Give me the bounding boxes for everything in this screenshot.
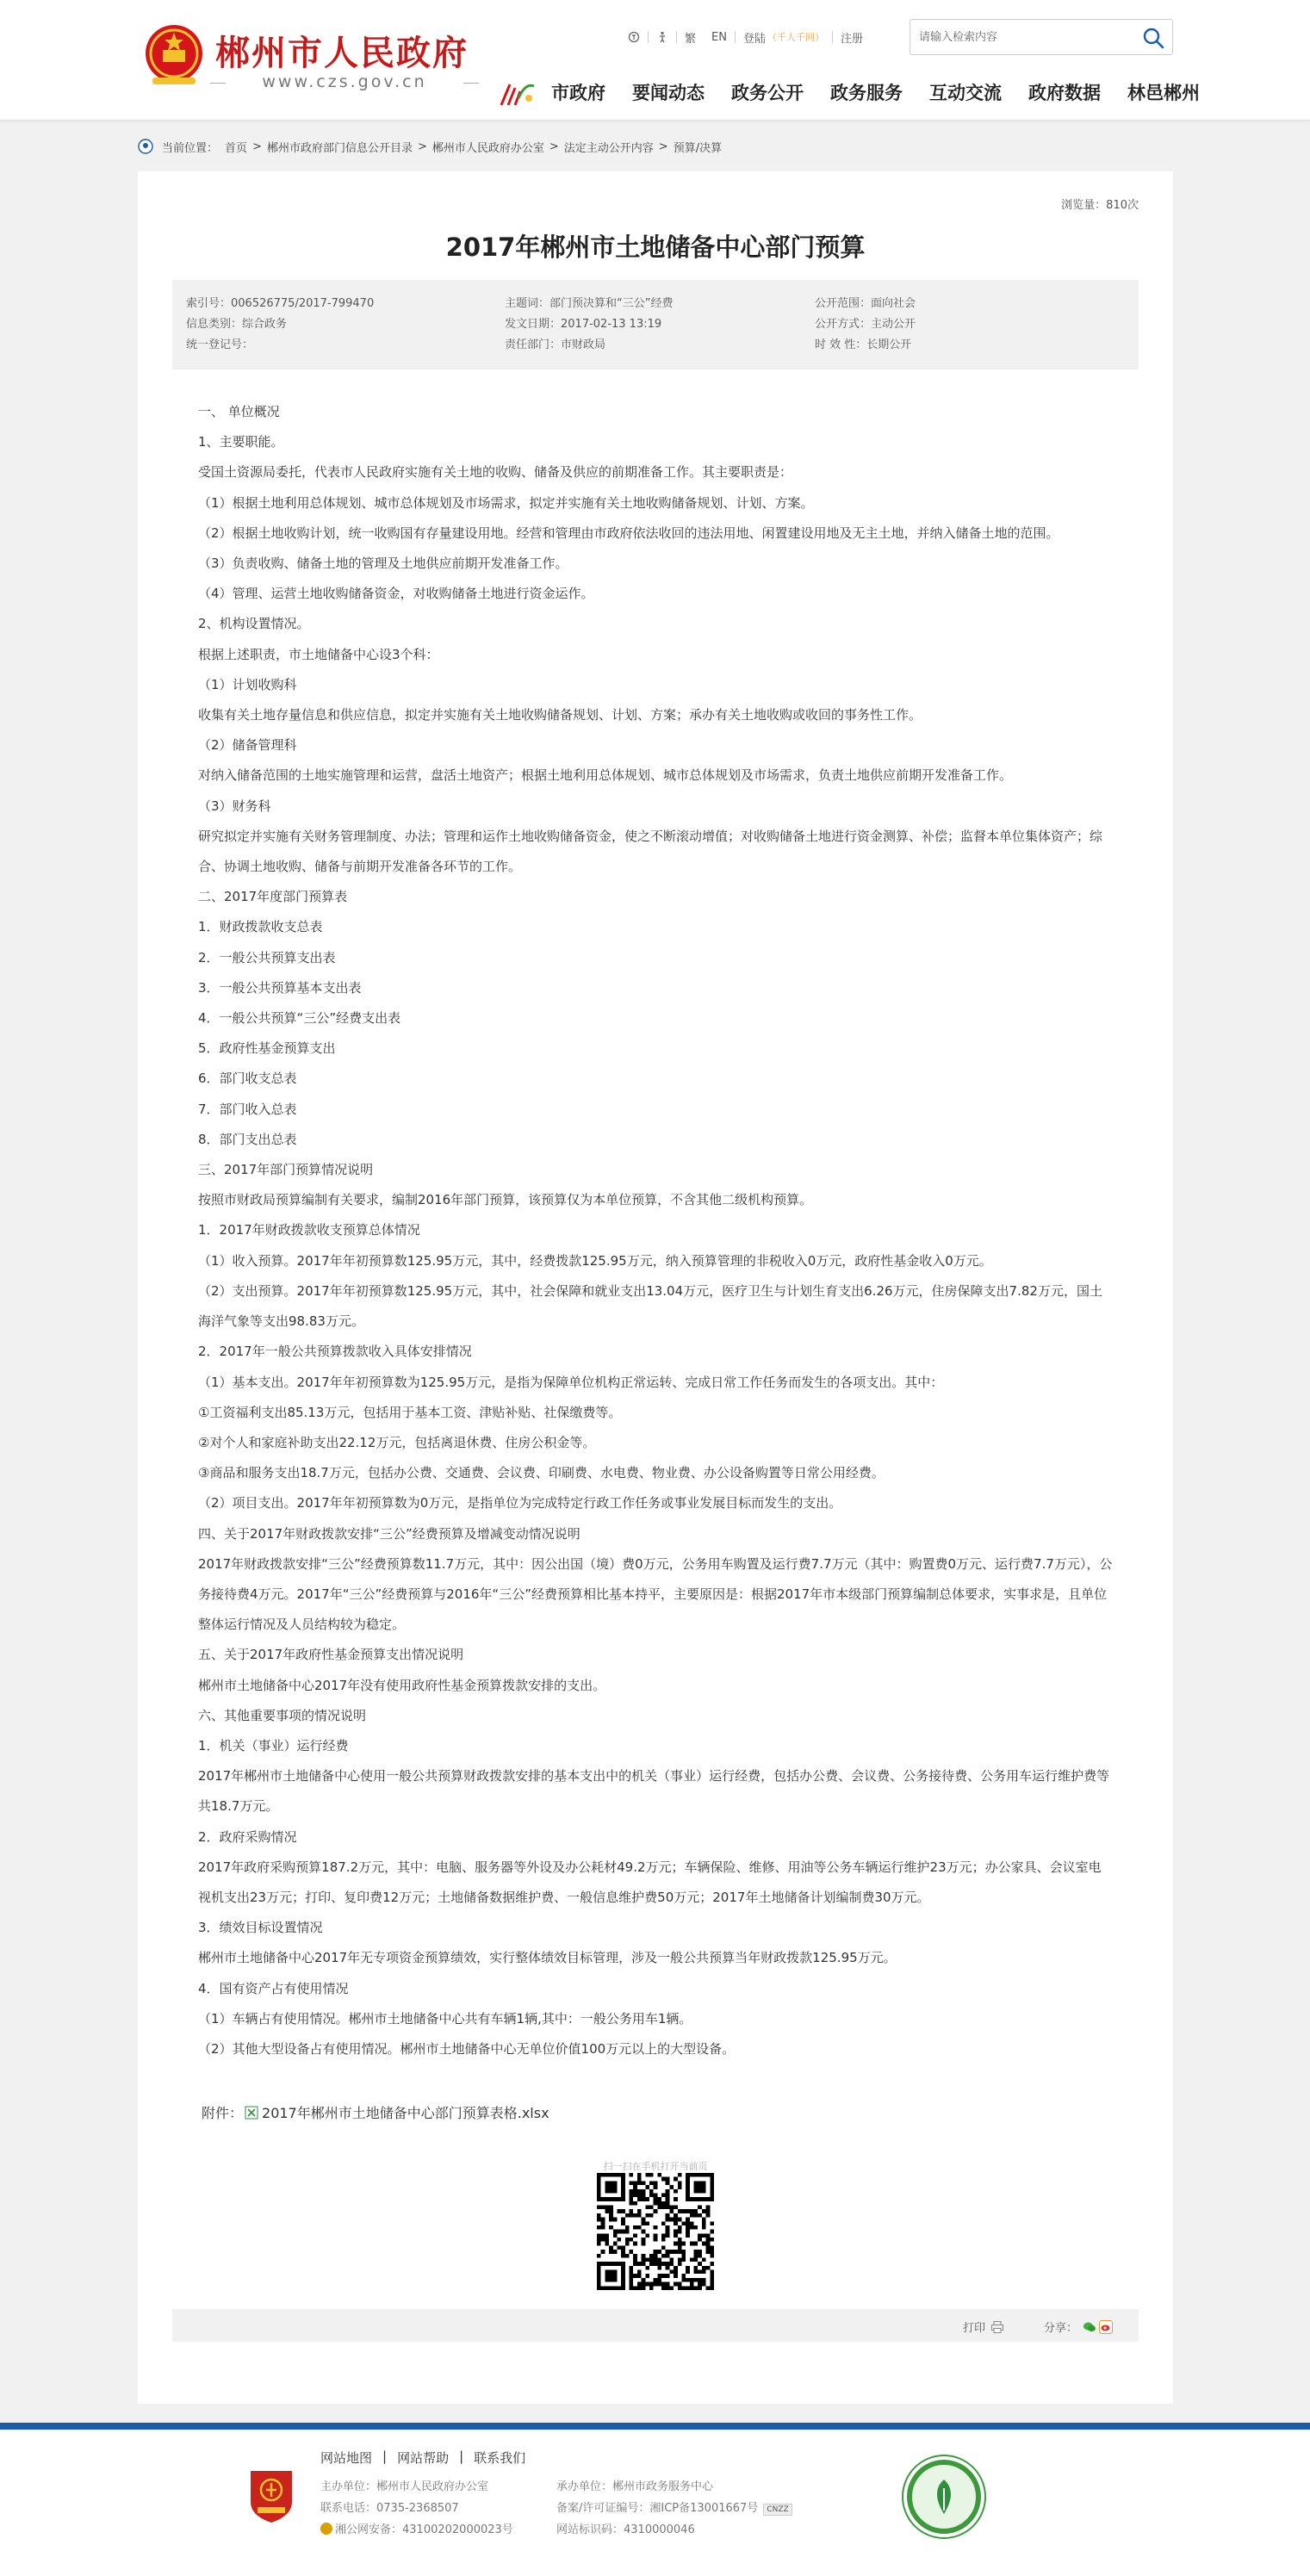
breadcrumb-catalog[interactable]: 郴州市政府部门信息公开目录 [266, 141, 413, 155]
body-paragraph: （2）项目支出。2017年年初预算数为0万元，是指单位为完成特定行政工作任务或事业发展目标而发生的支出。 [198, 1495, 842, 1511]
body-paragraph: 五、关于2017年政府性基金预算支出情况说明 [198, 1647, 464, 1663]
footer-police-record[interactable] [320, 2519, 513, 2541]
footer-separator: | [382, 2449, 388, 2464]
search-input[interactable] [919, 27, 1126, 47]
body-paragraph: 对纳入储备范围的土地实施管理和运营，盘活土地资产；根据土地利用总体规划、城市总体规划及市场需求，负责土地供应前期开发准备工作。 [198, 767, 1013, 784]
qr-caption: 扫一扫在手机打开当前页 [603, 2161, 708, 2172]
body-paragraph: ②对个人和家庭补助支出22.12万元，包括离退休费、住房公积金等。 [198, 1434, 596, 1450]
body-paragraph: （1）计划收购科 [198, 676, 297, 692]
meta-subject: 主题词：部门预决算和“三公”经费 [505, 297, 674, 310]
body-paragraph: 3．绩效目标设置情况 [198, 1920, 323, 1936]
body-paragraph: （1）根据土地利用总体规划、城市总体规划及市场需求，拟定并实施有关土地收购储备规划、计划、方案。 [198, 494, 814, 511]
nav-item-city-government[interactable]: 市政府 [551, 83, 605, 103]
footer-info-right [556, 2476, 792, 2541]
breadcrumb-office[interactable]: 郴州市人民政府办公室 [431, 141, 544, 155]
body-paragraph: 1．机关（事业）运行经费 [198, 1737, 349, 1754]
login-label: 登陆 [742, 32, 766, 46]
traditional-chinese-link[interactable]: 繁 [685, 32, 697, 46]
body-paragraph: （2）支出预算。2017年年初预算数125.95万元，其中，社会保障和就业支出13.04万元，医疗卫生与计划生育支出6.26万元，住房保障支出7.82万元，国土海洋气象等支出98.83万元。 [198, 1282, 1102, 1330]
site-url: www.czs.gov.cn [215, 72, 474, 91]
body-paragraph: 2017年郴州市土地储备中心使用一般公共预算财政拨款安排的基本支出中的机关（事业）运行经费，包括办公费、会议费、公务接待费、公务用车运行维护费等共18.7万元。 [198, 1768, 1110, 1815]
body-paragraph: 研究拟定并实施有关财务管理制度、办法；管理和运作土地收购储备资金，使之不断滚动增值；对收购储备土地进行资金测算、补偿；监督本单位集体资产；综合、协调土地收购、储备与前期开发准备各环节的工作。 [198, 828, 1103, 875]
print-label: 打印 [963, 2322, 986, 2335]
body-paragraph: 六、其他重要事项的情况说明 [198, 1707, 367, 1723]
breadcrumb-home[interactable]: 首页 [225, 141, 248, 155]
footer-organizer: 承办单位：郴州市政务服务中心 [556, 2480, 714, 2493]
body-paragraph: （2）储备管理科 [198, 737, 297, 754]
body-paragraph: 8．部门支出总表 [198, 1131, 297, 1147]
body-paragraph: 2．一般公共预算支出表 [198, 949, 336, 965]
meta-date: 发文日期：2017-02-13 13:19 [505, 318, 662, 331]
footer-help-link[interactable]: 网站帮助 [397, 2450, 450, 2466]
english-link[interactable]: EN [711, 30, 727, 44]
nav-item-gov-data[interactable]: 政府数据 [1028, 83, 1101, 103]
body-paragraph: 4．一般公共预算“三公”经费支出表 [198, 1010, 401, 1027]
site-footer [0, 2430, 1310, 2576]
breadcrumb-budget[interactable]: 预算/决算 [673, 141, 723, 155]
cnzz-badge[interactable]: CNZZ [763, 2504, 792, 2516]
site-header [0, 0, 1310, 121]
breadcrumb [138, 136, 1171, 157]
login-note: （千人千网） [767, 32, 824, 43]
body-paragraph: （1）收入预算。2017年年初预算数125.95万元，其中，经费拨款125.95万元，纳入预算管理的非税收入0万元，政府性基金收入0万元。 [198, 1252, 992, 1269]
article-meta [172, 280, 1139, 369]
body-paragraph: 2．政府采购情况 [198, 1828, 297, 1845]
meta-row [186, 335, 1133, 356]
attachment-label: 附件： [202, 2105, 244, 2121]
body-paragraph: 2017年财政拨款安排“三公”经费预算数11.7万元，其中：因公出国（境）费0万元，公务用车购置及运行费7.7万元（其中：购置费0万元、运行费7.7万元），公务接待费4万元。2017年“三公”经费预算与2016年“三公”经费预算相比基本持平，主要原因是：根据2017年市本级部门预算编制总体要求，实事求是，且单位整体运行情况及人员结构较为稳定。 [198, 1555, 1113, 1633]
body-paragraph: 2、机构设置情况。 [198, 616, 310, 632]
body-paragraph: ③商品和服务支出18.7万元，包括办公费、交通费、会议费、印刷费、水电费、物业费、办公设备购置等日常公用经费。 [198, 1465, 885, 1481]
body-paragraph: 6．部门收支总表 [198, 1071, 297, 1087]
share-label: 分享： [1044, 2322, 1078, 2335]
search-icon[interactable] [1141, 26, 1165, 50]
meta-scope: 公开范围：面向社会 [815, 297, 916, 310]
share-group [1044, 2318, 1113, 2335]
breadcrumb-separator: > [658, 140, 668, 153]
page-title: 2017年郴州市土地储备中心部门预算 [445, 233, 866, 262]
body-paragraph: 3．一般公共预算基本支出表 [198, 979, 362, 996]
barrier-free-icon[interactable] [620, 31, 648, 43]
meta-category: 信息类别：综合政务 [186, 318, 288, 331]
body-paragraph: 7．部门收入总表 [198, 1101, 297, 1117]
body-paragraph: 1．2017年财政拨款收支预算总体情况 [198, 1222, 420, 1238]
footer-links [320, 2449, 525, 2467]
body-paragraph: 2．2017年一般公共预算拨款收入具体安排情况 [198, 1344, 472, 1360]
login-link[interactable] [736, 29, 832, 46]
site-title[interactable]: 郴州市人民政府 [215, 33, 469, 73]
accessibility-icon[interactable] [649, 31, 676, 43]
body-paragraph: （2）其他大型设备占有使用情况。郴州市土地储备中心无单位价值100万元以上的大型设备。 [198, 2040, 736, 2057]
body-paragraph: 受国土资源局委托，代表市人民政府实施有关土地的收购、储备及供应的前期准备工作。其主要职责是： [198, 464, 793, 481]
police-badge-icon [320, 2523, 332, 2535]
nav-item-linyi-chenzhou[interactable]: 林邑郴州 [1127, 83, 1200, 103]
meta-method: 公开方式：主动公开 [815, 318, 916, 331]
body-paragraph: （3）负责收购、储备土地的管理及土地供应前期开发准备工作。 [198, 556, 568, 572]
footer-police-text: 湘公网安备：43100202000023号 [335, 2523, 513, 2536]
body-paragraph: 一、 单位概况 [198, 404, 280, 419]
national-emblem-icon[interactable] [142, 21, 206, 90]
body-paragraph: 四、关于2017年财政拨款安排“三公”经费预算及增减变动情况说明 [198, 1525, 580, 1542]
breadcrumb-separator: > [549, 140, 559, 153]
wechat-icon[interactable] [1083, 2320, 1096, 2334]
footer-sitemap-link[interactable]: 网站地图 [320, 2450, 373, 2466]
search-box [910, 19, 1173, 55]
qr-code [597, 2173, 714, 2290]
body-paragraph: 4．国有资产占有使用情况 [198, 1980, 349, 1996]
top-toolbar [620, 28, 871, 47]
nav-item-interaction[interactable]: 互动交流 [929, 83, 1002, 103]
body-paragraph: （3）财务科 [198, 798, 271, 814]
breadcrumb-separator: > [252, 140, 262, 153]
meta-registration-no: 统一登记号： [186, 338, 254, 351]
party-gov-badge-icon[interactable] [245, 2466, 297, 2524]
body-paragraph: 郴州市土地储备中心2017年无专项资金预算绩效，实行整体绩效目标管理，涉及一般公共预算当年财政拨款125.95万元。 [198, 1950, 897, 1966]
share-bar [172, 2309, 1139, 2342]
nav-item-gov-services[interactable]: 政务服务 [830, 83, 903, 103]
nav-item-gov-affairs-open[interactable]: 政务公开 [731, 83, 804, 103]
breadcrumb-label: 当前位置： [162, 141, 219, 155]
footer-site-id: 网站标识码：4310000046 [556, 2523, 695, 2536]
breadcrumb-separator: > [417, 140, 427, 153]
body-paragraph: 按照市财政局预算编制有关要求，编制2016年部门预算，该预算仅为本单位预算，不含其他二级机构预算。 [198, 1192, 813, 1208]
body-paragraph: 收集有关土地存量信息和供应信息，拟定并实施有关土地收购储备规划、计划、方案；承办有关土地收购或收回的事务性工作。 [198, 707, 922, 723]
view-count: 浏览量：810次 [1061, 199, 1139, 212]
main-nav [551, 79, 1200, 105]
footer-icp-text[interactable]: 备案/许可证编号：湘ICP备13001667号 [556, 2502, 759, 2515]
body-paragraph: 5．政府性基金预算支出 [198, 1040, 336, 1057]
footer-info-left [320, 2476, 513, 2541]
footer-icp [556, 2498, 792, 2519]
meta-row [186, 294, 1133, 314]
body-paragraph: 1．财政拨款收支总表 [198, 919, 323, 935]
article-card [138, 171, 1173, 2404]
body-paragraph: （4）管理、运营土地收购储备资金，对收购储备土地进行资金运作。 [198, 586, 594, 602]
excel-file-icon [245, 2106, 258, 2120]
meta-validity: 时 效 性：长期公开 [815, 338, 912, 351]
meta-index-no: 索引号：006526775/2017-799470 [186, 297, 375, 310]
body-paragraph: （2）根据土地收购计划，统一收购国有存量建设用地。经营和管理由市政府依法收回的违法用地、闲置建设用地及无主土地，并纳入储备土地的范围。 [198, 525, 1059, 541]
footer-sponsor: 主办单位：郴州市人民政府办公室 [320, 2480, 489, 2493]
body-paragraph: （1）基本支出。2017年年初预算数为125.95万元，是指为保障单位机构正常运转、完成日常工作任务而发生的各项支出。其中： [198, 1374, 944, 1390]
body-paragraph: 根据上述职责，市土地储备中心设3个科： [198, 646, 439, 662]
location-pin-icon [138, 139, 153, 154]
error-finding-badge-icon[interactable] [901, 2454, 987, 2540]
footer-separator: | [459, 2449, 464, 2464]
body-paragraph: 三、2017年部门预算情况说明 [198, 1162, 374, 1178]
body-paragraph: ①工资福利支出85.13万元，包括用于基本工资、津贴补贴、社保缴费等。 [198, 1404, 622, 1420]
attachment-link[interactable]: 2017年郴州市土地储备中心部门预算表格.xlsx [262, 2105, 549, 2121]
register-link[interactable]: 注册 [840, 32, 863, 46]
footer-contact-link[interactable]: 联系我们 [474, 2450, 526, 2466]
attachment [202, 2102, 549, 2122]
body-paragraph: 郴州市土地储备中心2017年没有使用政府性基金预算拨款安排的支出。 [198, 1677, 606, 1693]
meta-department: 责任部门：市财政局 [505, 338, 606, 351]
body-paragraph: 二、2017年度部门预算表 [198, 889, 348, 905]
footer-phone: 联系电话：0735-2368507 [320, 2502, 459, 2515]
weibo-icon[interactable] [1099, 2320, 1113, 2334]
body-paragraph: 1、主要职能。 [198, 434, 284, 450]
body-paragraph: 2017年政府采购预算187.2万元，其中：电脑、服务器等外设及办公耗材49.2万元；车辆保险、维修、用油等公务车辆运行维护23万元；办公家具、会议室电视机支出23万元；打印、复印费12万元；土地储备数据维护费、一般信息维护费50万元；2017年土地储备计划编制费30万元。 [198, 1859, 1102, 1905]
body-paragraph: （1）车辆占有使用情况。郴州市土地储备中心共有车辆1辆,其中：一般公务用车1辆。 [198, 2010, 692, 2027]
nav-item-news[interactable]: 要闻动态 [632, 83, 705, 103]
printer-icon [990, 2320, 1004, 2334]
print-button[interactable] [963, 2318, 1004, 2335]
nav-decoration-icon [498, 79, 536, 109]
footer-top-line [0, 2423, 1310, 2430]
breadcrumb-public-content[interactable]: 法定主动公开内容 [563, 141, 654, 155]
article-body [198, 397, 1113, 2064]
meta-row [186, 314, 1133, 335]
